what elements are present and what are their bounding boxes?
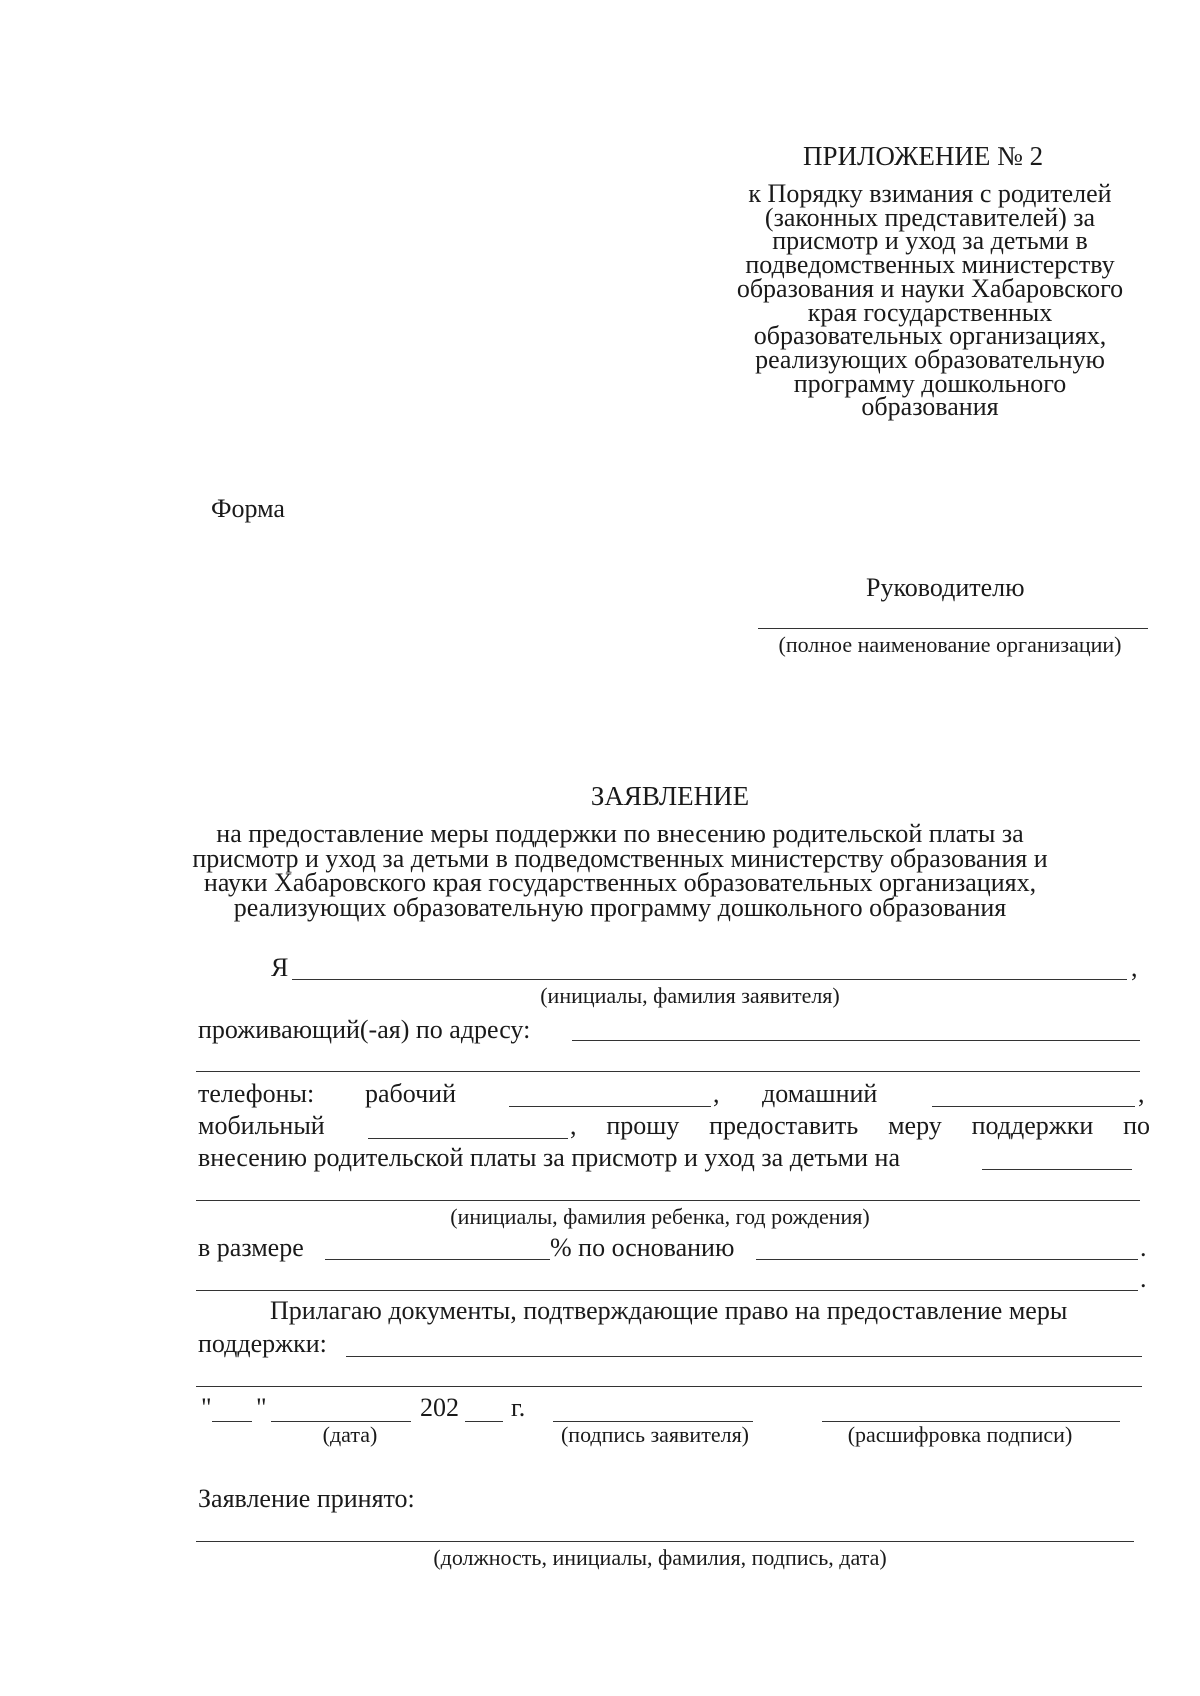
year-suffix-field[interactable]	[465, 1421, 503, 1422]
attachments-field-2[interactable]	[196, 1386, 1142, 1387]
subtitle-line: присмотр и уход за детьми в подведомственных министерству образования и	[192, 843, 1048, 873]
request-text-2: внесению родительской платы за присмотр и уход за детьми на	[198, 1143, 900, 1172]
year-abbrev: г.	[511, 1393, 526, 1422]
period-mark: .	[1140, 1264, 1147, 1293]
appendix-line: программу дошкольного	[793, 368, 1067, 398]
addressee-label: Руководителю	[866, 573, 1025, 602]
appendix-line: образования и науки Хабаровского	[736, 273, 1124, 303]
home-phone-label: домашний	[762, 1079, 878, 1108]
appendix-number: ПРИЛОЖЕНИЕ № 2	[803, 141, 1044, 171]
appendix-line: образования	[861, 392, 999, 422]
attachments-text: Прилагаю документы, подтверждающие право на предоставление меры	[270, 1296, 1068, 1325]
document-title: ЗАЯВЛЕНИЕ	[590, 781, 750, 811]
pronoun-i: Я	[271, 953, 289, 982]
address-label: проживающий(-ая) по адресу:	[198, 1015, 531, 1044]
subtitle-line: реализующих образовательную программу дошкольного образования	[233, 892, 1007, 922]
form-label: Форма	[211, 494, 285, 523]
attachments-field-1[interactable]	[346, 1356, 1142, 1357]
child-caption: (инициалы, фамилия ребенка, год рождения)	[450, 1204, 870, 1229]
basis-field-2[interactable]	[196, 1290, 1138, 1291]
child-info-field-2[interactable]	[196, 1200, 1140, 1201]
appendix-line: подведомственных министерству	[745, 250, 1115, 280]
applicant-name-field[interactable]	[292, 979, 1127, 980]
day-field[interactable]	[212, 1421, 252, 1422]
quote-close: "	[256, 1393, 267, 1422]
home-phone-field[interactable]	[932, 1106, 1135, 1107]
child-info-field-1[interactable]	[982, 1169, 1132, 1170]
address-field-2[interactable]	[196, 1071, 1140, 1072]
subtitle-line: на предоставление меры поддержки по внесению родительской платы за	[216, 819, 1024, 848]
accepted-caption: (должность, инициалы, фамилия, подпись, дата)	[433, 1545, 887, 1570]
phones-label: телефоны:	[198, 1079, 315, 1108]
amount-label: в размере	[198, 1233, 304, 1262]
date-caption: (дата)	[322, 1422, 378, 1447]
mobile-phone-field[interactable]	[368, 1138, 568, 1139]
applicant-caption: (инициалы, фамилия заявителя)	[540, 983, 840, 1008]
appendix-line: образовательных организациях,	[753, 321, 1107, 351]
mobile-phone-label: мобильный	[198, 1111, 325, 1140]
basis-field-1[interactable]	[756, 1259, 1138, 1260]
subtitle-line: науки Хабаровского края государственных образовательных организациях,	[203, 868, 1037, 897]
comma-mark: ,	[1138, 1079, 1145, 1108]
basis-label: % по основанию	[550, 1233, 735, 1262]
period-mark: .	[1140, 1233, 1147, 1262]
signature-caption: (подпись заявителя)	[560, 1422, 750, 1447]
work-phone-field[interactable]	[509, 1106, 711, 1107]
appendix-line: реализующих образовательную	[755, 344, 1105, 374]
year-prefix: 202	[420, 1393, 459, 1422]
accepted-by-field[interactable]	[196, 1541, 1134, 1542]
request-text-1: , прошу предоставить меру поддержки по	[570, 1111, 1150, 1140]
appendix-line: (законных представителей) за	[764, 202, 1096, 232]
appendix-line: края государственных	[807, 297, 1053, 327]
appendix-line: к Порядку взимания с родителей	[748, 179, 1112, 208]
accepted-label: Заявление принято:	[198, 1484, 415, 1513]
comma-mark: ,	[713, 1079, 720, 1108]
organization-name-line[interactable]	[758, 628, 1148, 629]
comma-mark: ,	[1131, 953, 1138, 982]
organization-name-caption: (полное наименование организации)	[778, 632, 1122, 657]
signature-decode-caption: (расшифровка подписи)	[847, 1422, 1073, 1447]
address-field-1[interactable]	[572, 1040, 1140, 1041]
attachments-label: поддержки:	[198, 1329, 327, 1358]
quote-open: "	[201, 1393, 212, 1422]
appendix-line: присмотр и уход за детьми в	[772, 226, 1088, 256]
work-phone-label: рабочий	[365, 1079, 456, 1108]
amount-percent-field[interactable]	[325, 1259, 550, 1260]
